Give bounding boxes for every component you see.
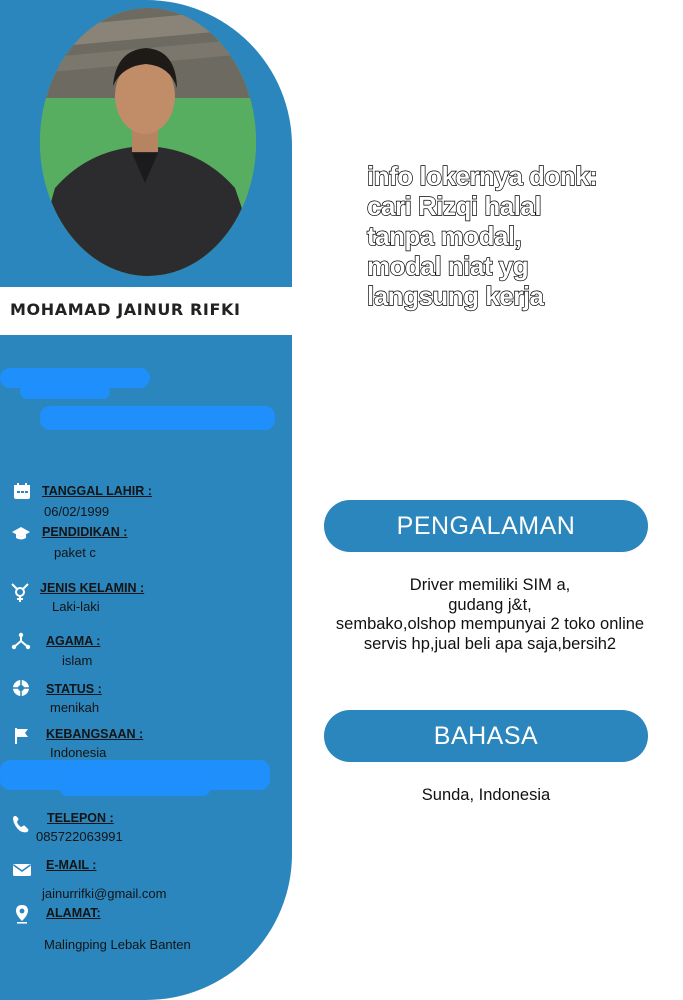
education-value: paket c bbox=[54, 545, 96, 560]
address-value: Malingping Lebak Banten bbox=[44, 937, 191, 952]
email-label: E-MAIL : bbox=[46, 858, 97, 872]
redaction-scribble bbox=[20, 385, 110, 399]
profile-photo bbox=[40, 8, 256, 276]
birthdate-label: TANGGAL LAHIR : bbox=[42, 484, 152, 498]
experience-text bbox=[300, 576, 680, 654]
birthdate-value: 06/02/1999 bbox=[44, 504, 110, 519]
overlay-line: cari Rizqi halal bbox=[367, 191, 542, 221]
gender-icon bbox=[10, 583, 30, 603]
nationality-label: KEBANGSAAN : bbox=[46, 727, 144, 741]
overlay-line: info lokernya donk: bbox=[367, 161, 598, 191]
redaction-scribble bbox=[60, 782, 210, 796]
religion-value: islam bbox=[62, 653, 93, 668]
experience-line: Driver memiliki SIM a, bbox=[409, 576, 571, 594]
experience-line: gudang j&t, bbox=[448, 595, 532, 614]
education-label: PENDIDIKAN : bbox=[42, 525, 128, 539]
email-value: jainurrifki@gmail.com bbox=[42, 886, 167, 901]
religion-label: AGAMA : bbox=[46, 634, 101, 648]
overlay-line: tanpa modal, bbox=[367, 221, 522, 251]
language-heading: BAHASA bbox=[324, 710, 648, 762]
phone-label: TELEPON : bbox=[47, 811, 114, 825]
redaction-scribble bbox=[40, 406, 275, 430]
flag-icon bbox=[12, 726, 32, 746]
nationality-value: Indonesia bbox=[50, 745, 107, 760]
gender-label: JENIS KELAMIN : bbox=[40, 581, 145, 595]
status-value: menikah bbox=[50, 700, 100, 715]
experience-line: sembako,olshop mempunyai 2 toko online bbox=[335, 615, 645, 633]
gender-value: Laki-laki bbox=[52, 599, 100, 614]
location-pin-icon bbox=[12, 904, 32, 924]
calendar-icon bbox=[12, 481, 32, 501]
address-label: ALAMAT: bbox=[46, 906, 101, 920]
mail-icon bbox=[12, 860, 32, 880]
language-text: Sunda, Indonesia bbox=[421, 786, 551, 804]
phone-value: 085722063991 bbox=[36, 829, 123, 844]
person-name: MOHAMAD JAINUR RIFKI bbox=[10, 300, 241, 319]
experience-line: servis hp,jual beli apa saja,bersih2 bbox=[363, 634, 617, 653]
overlay-line: langsung kerja bbox=[367, 281, 544, 311]
overlay-line: modal niat yg bbox=[367, 251, 529, 281]
experience-heading: PENGALAMAN bbox=[324, 500, 648, 552]
phone-icon bbox=[11, 814, 31, 834]
graduation-cap-icon bbox=[11, 524, 31, 544]
status-icon bbox=[11, 678, 31, 698]
status-label: STATUS : bbox=[46, 682, 102, 696]
religion-icon bbox=[11, 631, 31, 651]
overlay-caption bbox=[367, 161, 597, 311]
profile-photo-illustration bbox=[40, 8, 256, 276]
